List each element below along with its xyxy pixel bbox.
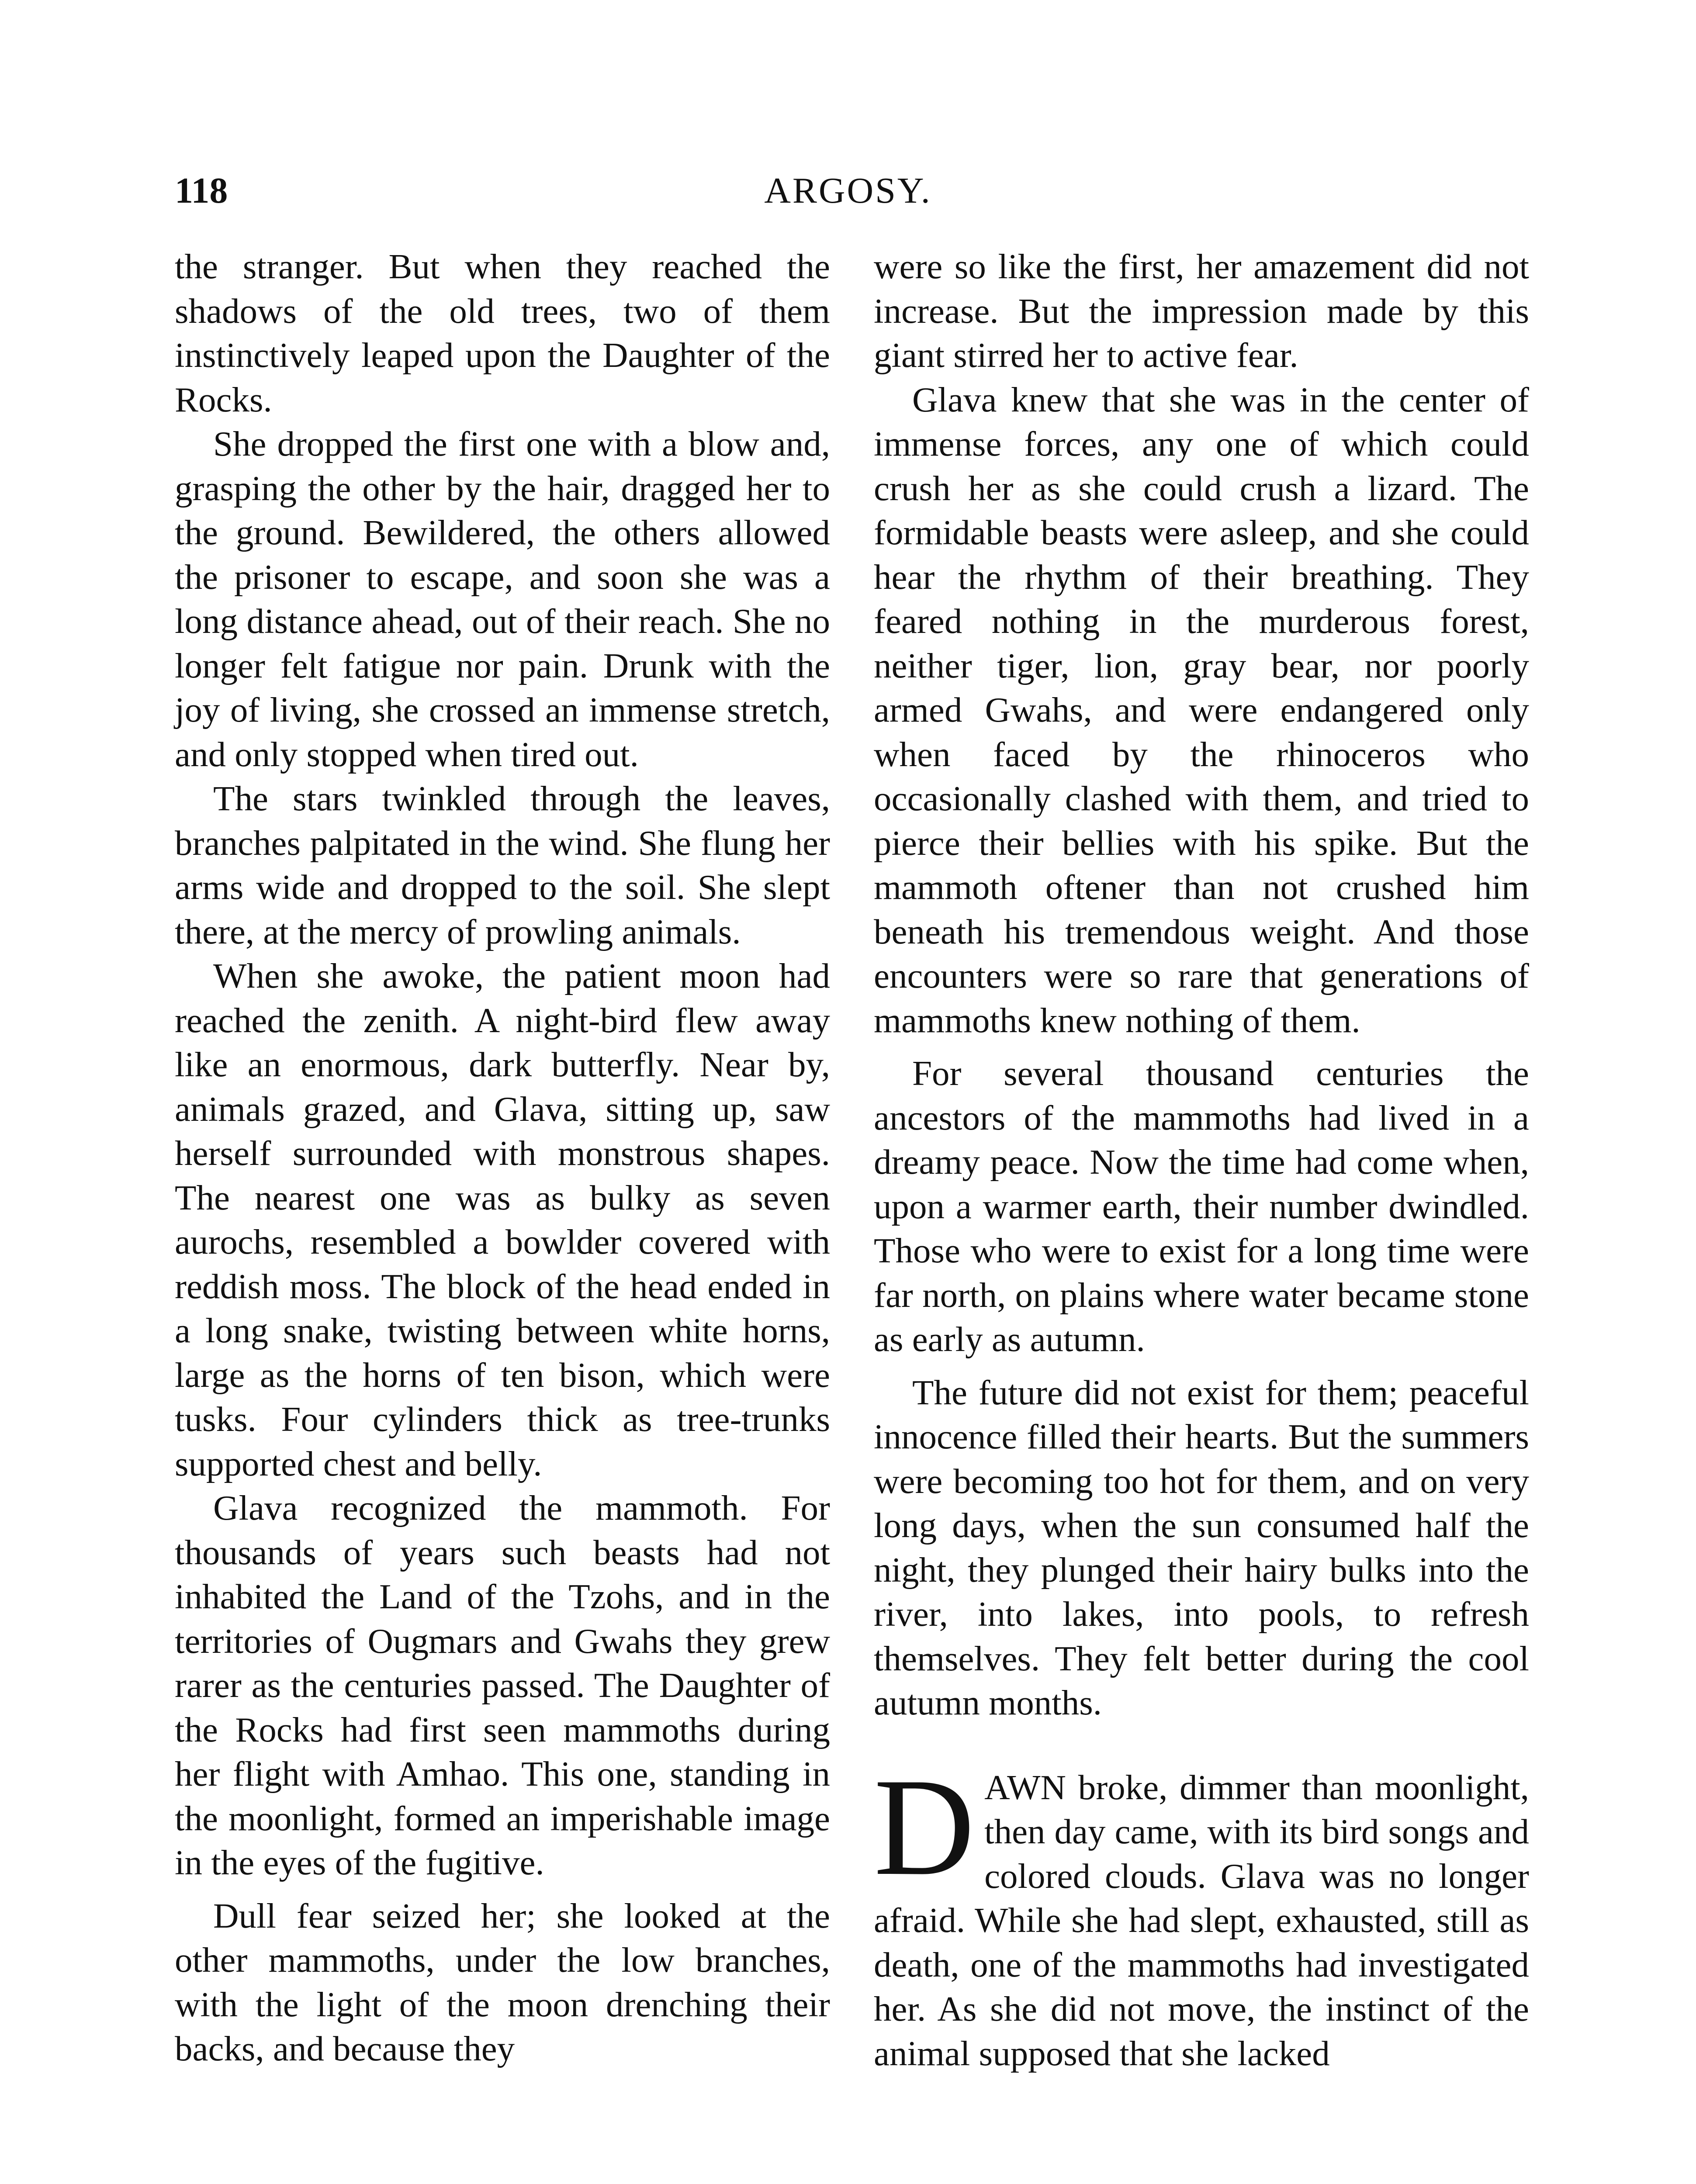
paragraph: Glava recognized the mammoth. For thousands of years such beasts had not inhabited the Land of the Tzohs, and in the territories of Ougmars and Gwahs they grew rarer as the centuries passed. The Daughter of the Rocks had first seen mammoths during her flight with Amhao. This one, standing in the moonlight, formed an imperishable image in the eyes of the fugitive.: [175, 1488, 830, 1882]
paragraph: were so like the first, her amazement did not increase. But the impression made by this giant stirred her to active fear.: [874, 247, 1529, 375]
running-title: ARGOSY.: [764, 170, 932, 211]
section-opening-text: AWN broke, dimmer than moonlight, then day came, with its bird songs and colored clouds. Glava was no longer afraid. While she had slept, exhausted, still as death, one of the mammoths had investigated her. As she did not move, the instinct of the animal supposed that she lacked: [874, 1767, 1529, 2073]
paragraph: She dropped the first one with a blow and, grasping the other by the hair, dragged her to the ground. Bewildered, the others allowed the prisoner to escape, and soon she was a long distance ahead, out of their reach. She no longer felt fatigue nor pain. Drunk with the joy of living, she crossed an immense stretch, and only stopped when tired out.: [175, 424, 830, 774]
paragraph: For several thousand centuries the ancestors of the mammoths had lived in a dreamy peace. Now the time had come when, upon a warmer earth, their number dwindled. Those who were to exist for a long time were far north, on plains where water became stone as early as autumn.: [874, 1054, 1529, 1359]
paragraph: When she awoke, the patient moon had reached the zenith. A night-bird flew away like an enormous, dark butterfly. Near by, animals grazed, and Glava, sitting up, saw herself surrounded with monstrous shapes. The nearest one was as bulky as seven aurochs, resembled a bowlder covered with reddish moss. The block of the head ended in a long snake, twisting between white horns, large as the horns of ten bison, which were tusks. Four cylinders thick as tree-trunks supported chest and belly.: [175, 956, 830, 1483]
paragraph: Glava knew that she was in the center of immense forces, any one of which could crush her as she could crush a lizard. The formidable beasts were asleep, and she could hear the rhythm of their breathing. They feared nothing in the murderous forest, neither tiger, lion, gray bear, nor poorly armed Gwahs, and were endangered only when faced by the rhinoceros who occasionally clashed with them, and tried to pierce their bellies with his spike. But the mammoth oftener than not crushed him beneath his tremendous weight. And those encounters were so rare that generations of mammoths knew nothing of them.: [874, 380, 1529, 1040]
drop-cap: D: [874, 1749, 975, 1904]
page-number: 118: [175, 170, 228, 211]
paragraph: the stranger. But when they reached the shadows of the old trees, two of them instinctively leaped upon the Daughter of the Rocks.: [175, 247, 830, 419]
paragraph: Dull fear seized her; she looked at the other mammoths, under the low branches, with the light of the moon drenching their backs, and because they: [175, 1896, 830, 2068]
right-column: [874, 245, 1529, 2076]
section-opening-paragraph: [874, 1749, 1529, 2076]
left-column: [175, 245, 830, 2071]
paragraph: The stars twinkled through the leaves, branches palpitated in the wind. She flung her arms wide and dropped to the soil. She slept there, at the mercy of prowling animals.: [175, 779, 830, 951]
paragraph: The future did not exist for them; peaceful innocence filled their hearts. But the summers were becoming too hot for them, and on very long days, when the sun consumed half the night, they plunged their hairy bulks into the river, into lakes, into pools, to refresh themselves. They felt better during the cool autumn months.: [874, 1372, 1529, 1722]
